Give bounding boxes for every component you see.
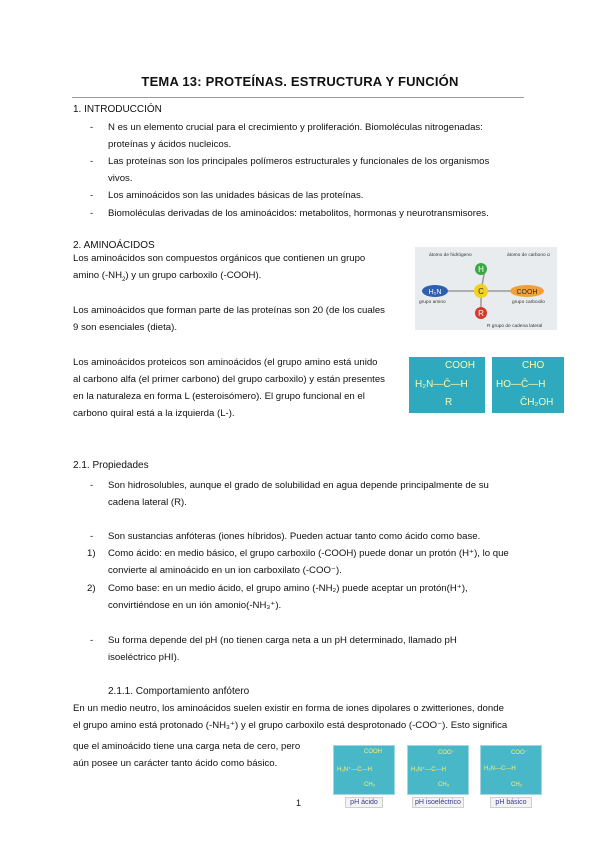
l-amino-acid-formula xyxy=(409,357,485,413)
item-text: Como base: en un medio ácido, el grupo amino (-NH₂) puede aceptar un protón(H⁺), convirtiéndose en un ión amonio(-NH₃⁺). xyxy=(108,583,468,611)
ph-acid-label: pH ácido xyxy=(345,797,383,808)
l-glyceraldehyde-formula xyxy=(492,357,564,413)
hydrogen-label: H xyxy=(478,265,484,274)
aa-paragraph-3: Los aminoácidos proteicos son aminoácidos (el grupo amino está unido al carbono alfa (el primer carbono) del grupo carboxilo) y están presentes en la naturaleza en forma L (esteroisómero). El grupo funcional en el carbono quiral está a la izquierda (L-). xyxy=(73,357,385,419)
label-carboxilo: grupo carboxilo xyxy=(512,300,545,305)
section-heading-aminoacidos: 2. AMINOÁCIDOS xyxy=(73,240,155,251)
bullet-dash: - xyxy=(90,156,94,167)
bullet-text: Biomoléculas derivadas de los aminoácidos: metabolitos, hormonas y neurotransmisores. xyxy=(108,208,489,219)
carboxyl-group-label: COOH xyxy=(516,289,538,296)
ph-basic-structure xyxy=(480,745,542,795)
ph-acid-structure xyxy=(333,745,395,795)
bullet-dash: - xyxy=(90,208,94,219)
prop-item-acido xyxy=(0,545,600,581)
intro-bullet-2 xyxy=(0,153,600,189)
page-number: 1 xyxy=(296,798,302,808)
ph-isoelectric-label: pH isoeléctrico xyxy=(412,797,464,808)
structure-bottom: CH₃ xyxy=(364,782,376,788)
ph-isoelectric-structure xyxy=(407,745,469,795)
formula-top: COOH xyxy=(445,360,475,371)
intro-bullet-4 xyxy=(0,205,600,223)
bullet-dash: - xyxy=(90,190,94,201)
amino-group-label: H₂N xyxy=(428,289,442,296)
item-text: Como ácido: en medio básico, el grupo carboxilo (-COOH) puede donar un protón (H⁺), lo que convierte al aminoácido en un ion carboxilato (-COO⁻). xyxy=(108,548,509,576)
prop-bullet-hidrosolubles xyxy=(0,477,600,513)
page-title: TEMA 13: PROTEÍNAS. ESTRUCTURA Y FUNCIÓN xyxy=(141,74,459,89)
section-heading-intro: 1. INTRODUCCIÓN xyxy=(73,104,162,115)
structure-middle: H₃N⁺—C—H xyxy=(337,767,372,773)
comp-paragraph-full: En un medio neutro, los aminoácidos suelen existir en forma de iones dipolares o zwitteriones, donde el grupo amino está protonado (-NH₃⁺) y el grupo carboxilo está desprotonado (-COO⁻). Esto significa xyxy=(73,703,508,731)
bullet-dash: - xyxy=(90,531,94,542)
structure-top: COO⁻ xyxy=(438,750,455,756)
structure-top: COOH xyxy=(364,749,382,755)
bullet-text: Son hidrosolubles, aunque el grado de solubilidad en agua depende principalmente de su cadena lateral (R). xyxy=(108,480,489,508)
structure-top: COO⁻ xyxy=(511,750,528,756)
formula-bottom: R xyxy=(445,397,453,408)
bullet-text: Son sustancias anfóteras (iones híbridos). Pueden actuar tanto como ácido como base. xyxy=(108,531,481,542)
item-number: 1) xyxy=(87,548,96,559)
structure-middle: H₃N⁺—C—H xyxy=(411,767,446,773)
bullet-text: Las proteínas son los principales polímeros estructurales y funcionales de los organismos vivos. xyxy=(108,156,490,184)
prop-bullet-ph xyxy=(0,632,600,668)
bullet-text: Los aminoácidos son las unidades básicas de las proteínas. xyxy=(108,190,364,201)
formula-bottom: C̄H₂OH xyxy=(520,397,554,408)
structure-bottom: CH₃ xyxy=(511,782,523,788)
bullet-dash: - xyxy=(90,635,94,646)
structure-bottom: CH₃ xyxy=(438,782,450,788)
formula-middle: H₂N—C̄—H xyxy=(415,379,468,390)
bullet-dash: - xyxy=(90,122,94,133)
bullet-text: N es un elemento crucial para el crecimiento y proliferación. Biomoléculas nitrogenadas: proteínas y ácidos nucleicos. xyxy=(108,122,483,150)
aa-paragraph-2: Los aminoácidos que forman parte de las proteínas son 20 (de los cuales 9 son esenciales (dieta). xyxy=(73,305,385,333)
label-carbono: átomo de carbono α xyxy=(507,253,550,258)
title-divider xyxy=(72,97,524,98)
item-number: 2) xyxy=(87,583,96,594)
comp-paragraph-short: que el aminoácido tiene una carga neta de cero, pero aún posee un carácter tanto ácido como básico. xyxy=(73,741,301,769)
amino-acid-structure-diagram xyxy=(415,247,557,330)
r-group-label: R xyxy=(478,309,484,318)
prop-item-base xyxy=(0,580,600,616)
intro-bullet-3 xyxy=(0,187,600,205)
formula-middle: HO—C̄—H xyxy=(496,379,546,390)
structure-middle: H₂N—C—H xyxy=(484,766,516,772)
bullet-text: Su forma depende del pH (no tienen carga neta a un pH determinado, llamado pH isoeléctrico pHI). xyxy=(108,635,457,663)
formula-top: CHO xyxy=(522,360,545,371)
aa-paragraph-1: Los aminoácidos son compuestos orgánicos que contienen un grupo amino $(-NH_2)$ y un grupo carboxilo (-COOH). xyxy=(73,253,366,283)
bullet-dash: - xyxy=(90,480,94,491)
prop-bullet-anfoteras xyxy=(0,528,600,546)
section-heading-propiedades: 2.1. Propiedades xyxy=(73,460,149,471)
label-hidrogeno: átomo de hidrógeno xyxy=(429,253,472,258)
section-heading-comportamiento: 2.1.1. Comportamiento anfótero xyxy=(108,686,250,697)
intro-bullet-1 xyxy=(0,119,600,155)
carbon-label: C xyxy=(478,287,484,296)
label-cadena-lateral: R grupo de cadena lateral xyxy=(487,324,543,329)
ph-basic-label: pH básico xyxy=(490,797,532,808)
label-amino: grupo amino xyxy=(419,300,446,305)
